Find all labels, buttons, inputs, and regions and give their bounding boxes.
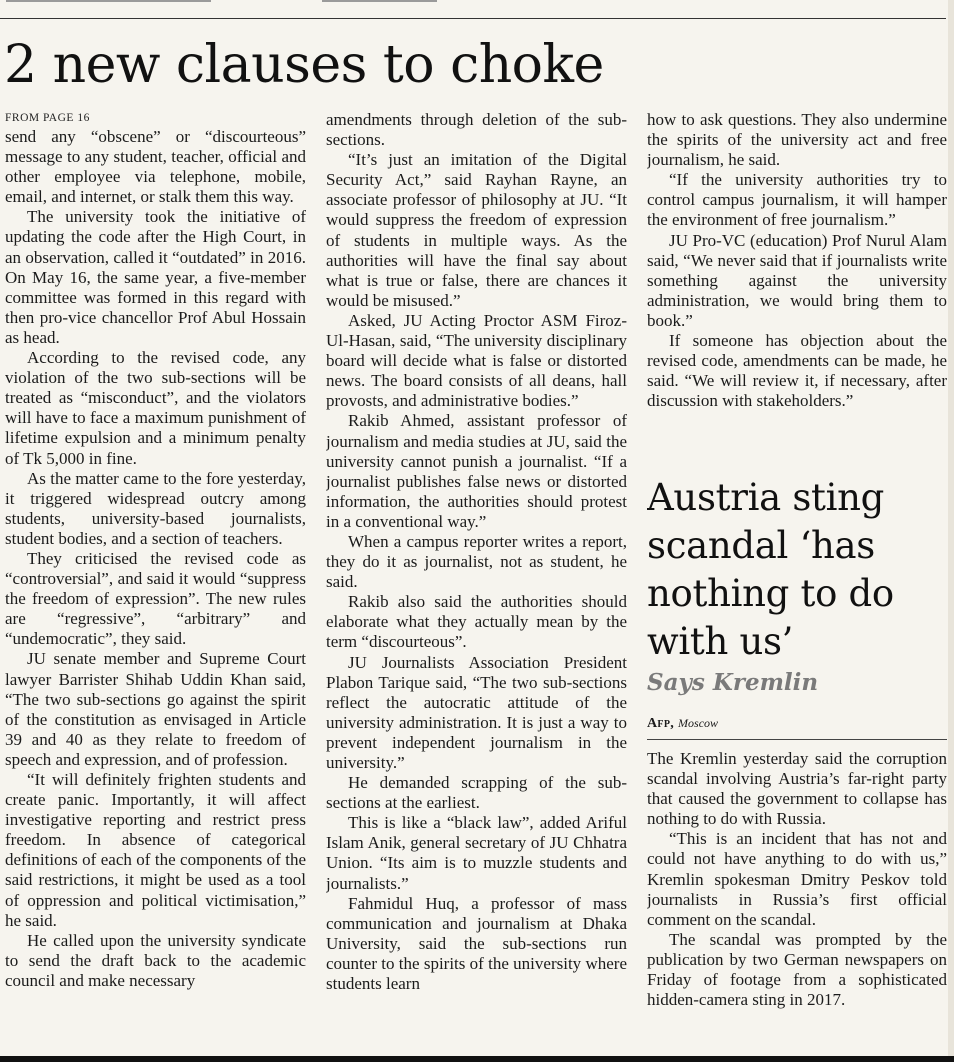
paragraph: “It’s just an imitation of the Digital Security Act,” said Rayhan Rayne, an associate professor of philosophy at JU. “It would suppress the freedom of expression of students in multiple ways. As the authorities will have the final say about what is true or false, there are chances it would be misused.” (326, 150, 627, 310)
jump-line: FROM PAGE 16 (5, 112, 90, 124)
paragraph: Rakib also said the authorities should elaborate what they actually mean by the term “discourteous”. (326, 592, 627, 652)
clipped-text-fragment (322, 0, 437, 2)
paragraph: JU Pro-VC (education) Prof Nurul Alam said, “We never said that if journalists write something against the university administration, we would bring them to book.” (647, 230, 947, 330)
paragraph: JU Journalists Association President Plabon Tarique said, “The two sub-sections reflect the autocratic attitude of the university administration. It is just a way to prevent independent journalism in the university.” (326, 652, 627, 772)
paragraph: how to ask questions. They also undermine the spirits of the university act and free journalism, he said. (647, 110, 947, 170)
page-edge-right (948, 0, 954, 1062)
paragraph: Asked, JU Acting Proctor ASM Firoz-Ul-Hasan, said, “The university disciplinary board will decide what is false or distorted news. The board consists of all deans, hall provosts, and administrative bodies.” (326, 310, 627, 411)
article-column-2 (326, 110, 627, 1060)
page-edge-bottom (0, 1056, 954, 1062)
page-headline: 2 new clauses to choke (4, 35, 604, 95)
paragraph: “It will definitely frighten students and create panic. Importantly, it will affect investigative reporting and restrict press freedom. In absence of categorical definitions of each of the components of the said restrictions, it might be used as a tool of oppression and political victimisation,” he said. (5, 770, 306, 930)
clipped-text-fragment (6, 0, 211, 2)
clipped-previous-row (0, 0, 954, 18)
paragraph: JU senate member and Supreme Court lawyer Barrister Shihab Uddin Khan said, “The two sub-sections go against the spirit of the constitution as envisaged in Article 39 and 40 as they relate to freedom of speech and expression, and of profession. (5, 649, 306, 769)
article-column-1 (5, 110, 306, 1060)
paragraph: The university took the initiative of updating the code after the High Court, in an observation, called it “outdated” in 2016. On May 16, the same year, a five-member committee was formed in this regard with then pro-vice chancellor Prof Abul Hossain as head. (5, 207, 306, 347)
byline-place: Moscow (678, 716, 719, 730)
side-story-kicker: Says Kremlin (647, 669, 819, 696)
paragraph: “If the university authorities try to control campus journalism, it will hamper the environment of free journalism.” (647, 170, 947, 230)
paragraph: When a campus reporter writes a report, they do it as journalist, not as student, he said. (326, 531, 627, 592)
paragraph: This is like a “black law”, added Ariful Islam Anik, general secretary of JU Chhatra Union. “Its aim is to muzzle students and journalists.” (326, 813, 627, 893)
paragraph: If someone has objection about the revised code, amendments can be made, he said. “We will review it, if necessary, after discussion with stakeholders.” (647, 331, 947, 411)
byline-divider (647, 739, 947, 740)
paragraph: They criticised the revised code as “controversial”, and said it would “suppress the freedom of expression”. The new rules are “regressive”, “arbitrary” and “undemocratic”, they said. (5, 548, 306, 649)
byline-agency: Afp, (647, 716, 675, 731)
side-story-headline: Austria sting scandal ‘has nothing to do with us’ (647, 476, 894, 663)
article-column-3 (647, 110, 947, 1060)
paragraph: He called upon the university syndicate to send the draft back to the academic council and make necessary (5, 930, 306, 990)
paragraph: amendments through deletion of the sub-sections. (326, 110, 627, 150)
paragraph: He demanded scrapping of the sub-sections at the earliest. (326, 773, 627, 813)
paragraph: send any “obscene” or “discourteous” message to any student, teacher, official and other employee via telephone, mobile, email, and internet, or stalk them this way. (5, 127, 306, 207)
paragraph: As the matter came to the fore yesterday, it triggered widespread outcry among students, university-based journalists, student bodies, and a section of teachers. (5, 468, 306, 548)
top-rule (0, 18, 946, 19)
article-continuation (647, 110, 947, 411)
paragraph: Fahmidul Huq, a professor of mass communication and journalism at Dhaka University, said the sub-sections run counter to the spirits of the university where students learn (326, 893, 627, 994)
side-story-paragraph: The Kremlin yesterday said the corruption scandal involving Austria’s far-right party that caused the government to collapse has nothing to do with Russia. (647, 749, 947, 829)
paragraph: Rakib Ahmed, assistant professor of journalism and media studies at JU, said the university cannot punish a journalist. “If a journalist publishes false news or distorted information, the authorities should protest in a conventional way.” (326, 411, 627, 531)
side-story-paragraph: “This is an incident that has not and could not have anything to do with us,” Kremlin spokesman Dmitry Peskov told journalists in Russia’s first official comment on the scandal. (647, 829, 947, 929)
side-story-paragraph: The scandal was prompted by the publication by two German newspapers on Friday of footage from a sophisticated hidden-camera sting in 2017. (647, 929, 947, 1010)
paragraph: According to the revised code, any violation of the two sub-sections will be treated as “misconduct”, and the violators will have to face a maximum punishment of lifetime expulsion and a minimum penalty of Tk 5,000 in fine. (5, 348, 306, 468)
side-story-byline (647, 714, 947, 733)
